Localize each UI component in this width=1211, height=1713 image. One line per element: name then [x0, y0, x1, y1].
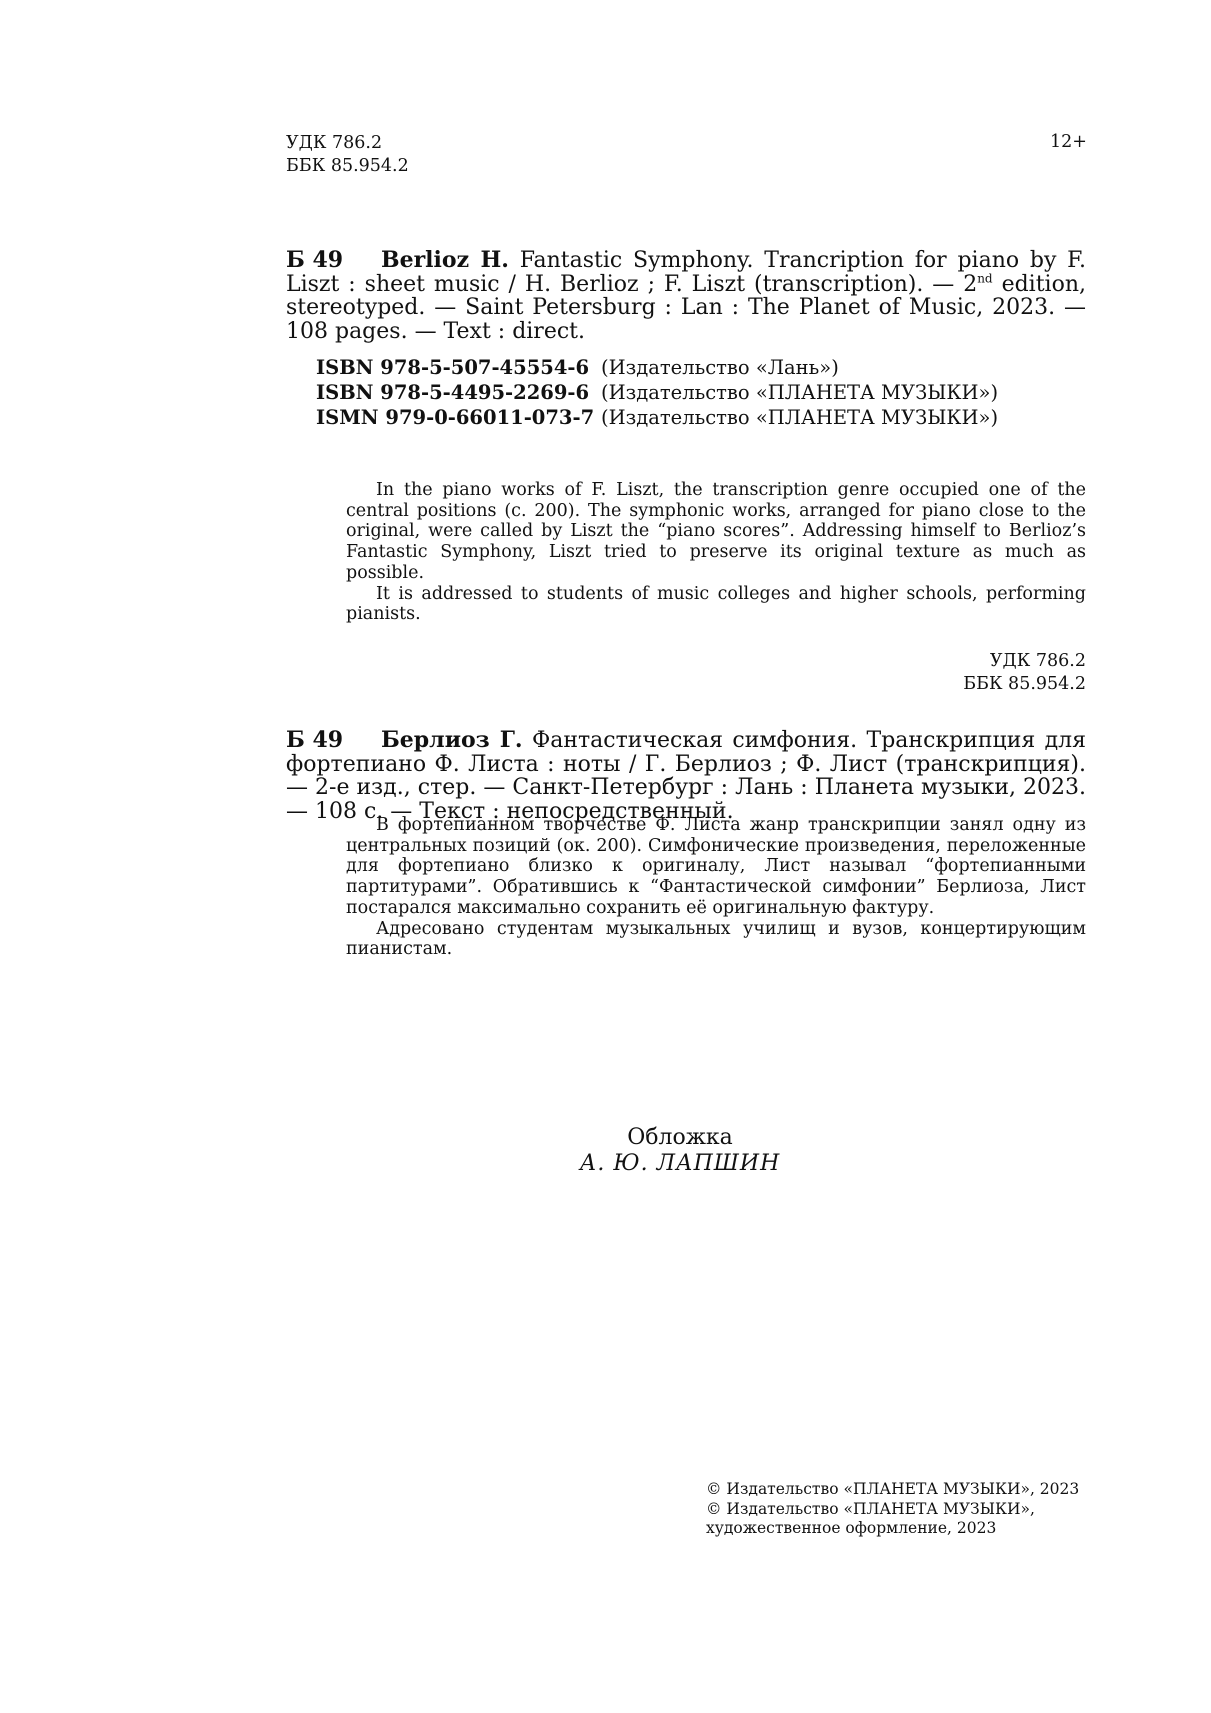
- entry-code: Б 49: [286, 727, 344, 753]
- entry-text: Fantastic Symphony. Trancription for piano by F. Liszt : sheet music / H. Berlioz ; F. Liszt (transcription). — 2: [286, 248, 1086, 297]
- entry-author: Берлиоз Г.: [381, 727, 523, 753]
- annotation-paragraph: Адресовано студентам музыкальных училищ и вузов, концертирующим пианистам.: [346, 918, 1086, 960]
- russian-bibliographic-entry: [286, 729, 1086, 823]
- udk-bbk-right: [880, 650, 1086, 696]
- annotation-paragraph: In the piano works of F. Liszt, the transcription genre occupied one of the central positions (c. 200). The symphonic works, arranged for piano close to the original, were called by Liszt the “piano scores”. Addressing himself to Berlioz’s Fantastic Symphony, Liszt tried to preserve its original texture as much as possible.: [346, 480, 1086, 583]
- cover-label: Обложка: [627, 1125, 733, 1150]
- udk-bbk-header: [286, 132, 409, 178]
- entry-author: Berlioz H.: [381, 247, 509, 273]
- english-annotation: [346, 480, 1086, 625]
- isbn-number: ISBN 978-5-4495-2269-6: [316, 381, 590, 404]
- entry-code: Б 49: [286, 247, 344, 273]
- cover-credit: [500, 1125, 860, 1177]
- english-bibliographic-entry: [286, 249, 1086, 343]
- isbn-row: [316, 380, 998, 405]
- entry-text: Фантастическая симфония. Транскрипция для фортепиано Ф. Листа : ноты / Г. Берлиоз ; Ф. Лист (транскрипция). — 2-е изд., стер. — Санкт-Петербург : Лань : Планета музыки, 2023. — 108 с. — Текст : непосредственный.: [286, 728, 1086, 824]
- isbn-publisher: (Издательство «ПЛАНЕТА МУЗЫКИ»): [601, 381, 999, 404]
- ismn-number: ISMN 979-0-66011-073-7: [316, 406, 595, 429]
- isbn-list: [316, 355, 998, 430]
- ismn-row: [316, 405, 998, 430]
- entry-text-cont: edition, stereotyped. — Saint Petersburg : Lan : The Planet of Music, 2023. — 108 pages. — Text : direct.: [286, 271, 1086, 344]
- udk-code: УДК 786.2: [989, 651, 1086, 671]
- cover-designer: А. Ю. ЛАПШИН: [579, 1151, 781, 1176]
- annotation-paragraph: It is addressed to students of music colleges and higher schools, performing pianists.: [346, 583, 1086, 625]
- entry-body: [286, 729, 1086, 823]
- russian-annotation: [346, 815, 1086, 960]
- bbk-code: ББК 85.954.2: [286, 156, 409, 176]
- copyright-line: © Издательство «ПЛАНЕТА МУЗЫКИ», художественное оформление, 2023: [706, 1499, 1035, 1537]
- entry-sup: nd: [977, 271, 993, 286]
- copyright-block: [706, 1480, 1086, 1539]
- copyright-line: © Издательство «ПЛАНЕТА МУЗЫКИ», 2023: [706, 1480, 1080, 1498]
- isbn-publisher: (Издательство «Лань»): [601, 356, 839, 379]
- entry-body: [286, 249, 1086, 343]
- annotation-paragraph: В фортепианном творчестве Ф. Листа жанр транскрипции занял одну из центральных позиций (ок. 200). Симфонические произведения, переложенные для фортепиано близко к оригиналу, Лист называл “фортепианными партитурами”. Обратившись к “Фантастической симфонии” Берлиоза, Лист постарался максимально сохранить её оригинальную фактуру.: [346, 815, 1086, 918]
- bbk-code: ББК 85.954.2: [963, 674, 1086, 694]
- age-rating: 12+: [1050, 132, 1087, 152]
- ismn-publisher: (Издательство «ПЛАНЕТА МУЗЫКИ»): [601, 406, 999, 429]
- isbn-row: [316, 355, 998, 380]
- isbn-number: ISBN 978-5-507-45554-6: [316, 356, 590, 379]
- udk-code: УДК 786.2: [286, 133, 383, 153]
